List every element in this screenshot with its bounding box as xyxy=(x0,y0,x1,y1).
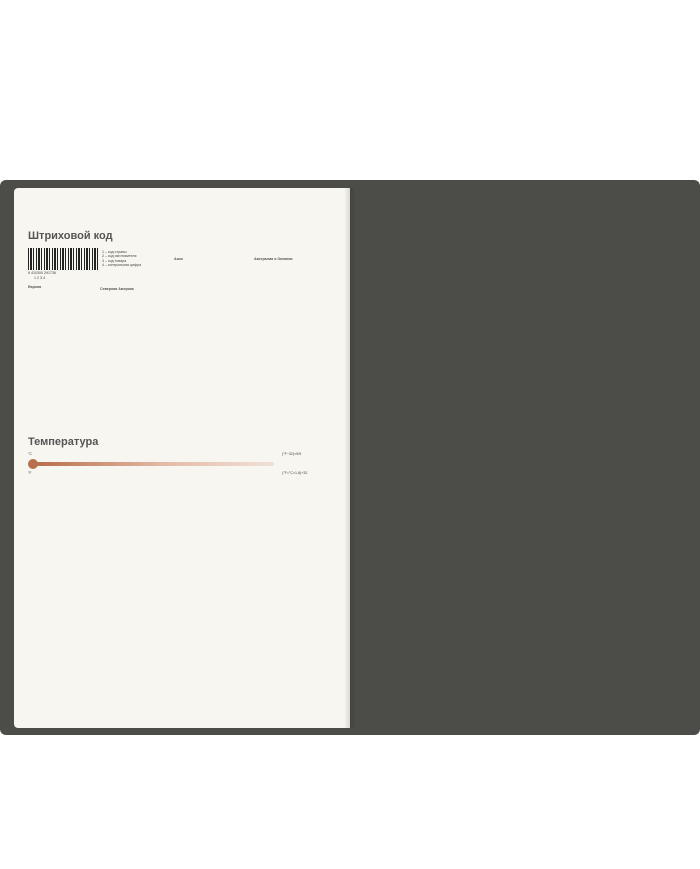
asia-heading: Азия xyxy=(174,257,183,261)
barcode-digits: 8 410300 291736 xyxy=(28,271,56,275)
barcode-digit-groups: 1 2 3 4 xyxy=(34,276,45,280)
celsius-label: °C xyxy=(28,452,33,456)
barcode-title: Штриховой код xyxy=(28,230,113,242)
temperature-title: Температура xyxy=(28,436,99,448)
country-codes-europe-2 xyxy=(100,285,170,291)
barcode-legend xyxy=(102,250,141,268)
oceania-heading: Австралия и Океания xyxy=(254,257,293,261)
left-page xyxy=(14,188,350,728)
europe-heading: Европа xyxy=(28,285,42,289)
fahrenheit-label: °F xyxy=(28,471,32,475)
barcode-legend-item: 2 – код изготовителя xyxy=(102,254,137,259)
north-america-heading: Северная Америка xyxy=(100,287,134,291)
temp-formula-1: (°F−32)×5/9 xyxy=(282,452,302,456)
country-codes-europe xyxy=(28,285,96,289)
page-gutter xyxy=(344,188,356,728)
barcode-legend-item: 3 – код товара xyxy=(102,258,127,263)
barcode-image xyxy=(28,248,98,270)
barcode-legend-item: 4 – контрольная цифра xyxy=(102,263,142,268)
country-codes-other xyxy=(254,255,340,261)
thermometer-tube xyxy=(36,462,274,466)
country-codes-americas xyxy=(174,255,248,261)
temp-formula-2: (°F=°C×1,8)+32 xyxy=(282,471,308,475)
barcode-legend-item: 1 – код страны xyxy=(102,250,127,254)
